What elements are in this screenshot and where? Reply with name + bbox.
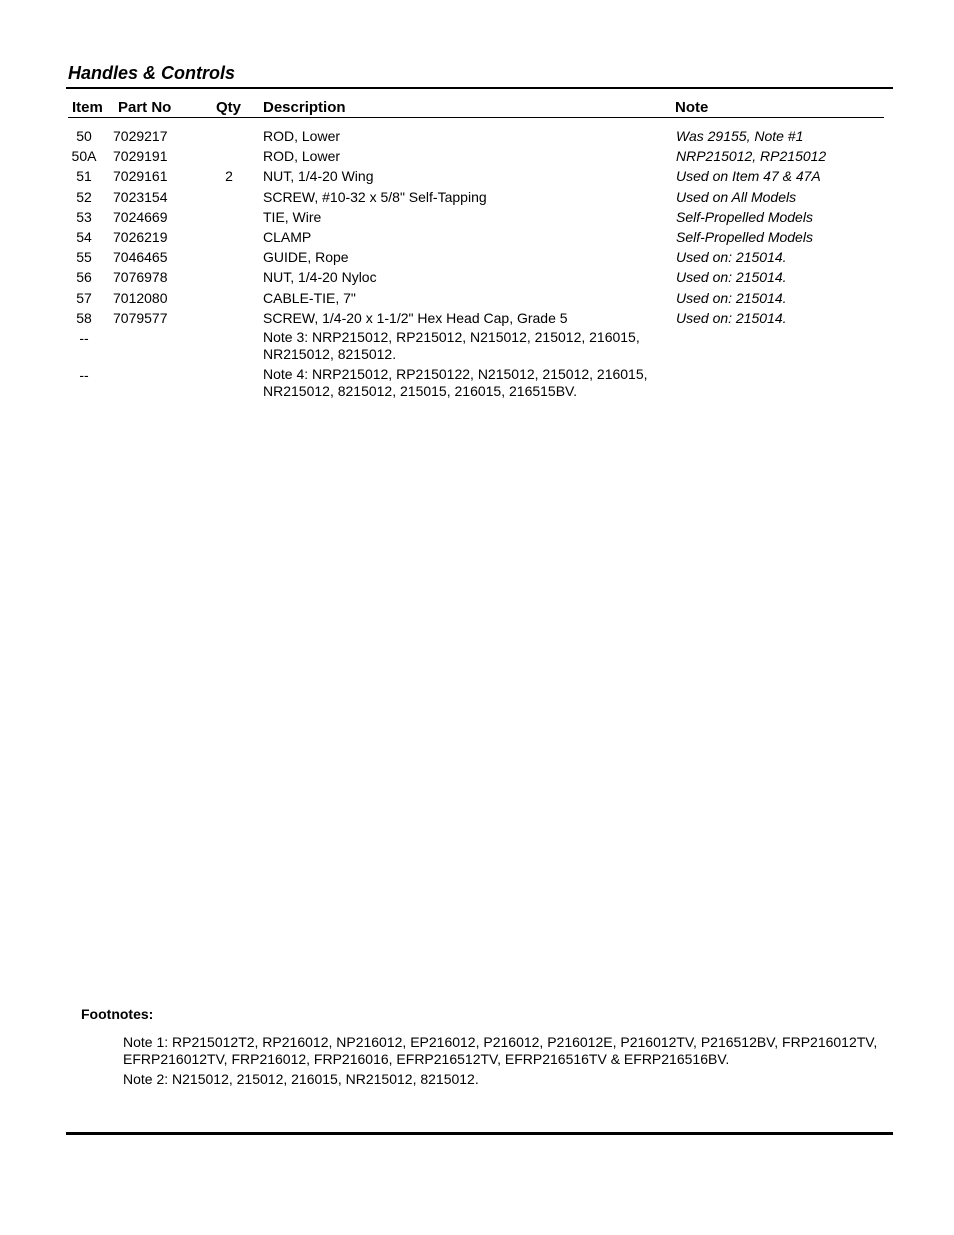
- title-divider: [66, 87, 893, 89]
- table-row: [0, 147, 954, 167]
- part-number: 7029217: [113, 128, 168, 144]
- quantity: 2: [225, 168, 233, 185]
- note: Was 29155, Note #1: [676, 128, 804, 144]
- table-row: [0, 127, 954, 147]
- part-number: 7046465: [113, 249, 168, 266]
- item-number: 51: [76, 168, 92, 185]
- item-number: 53: [76, 208, 92, 225]
- item-number: 54: [76, 228, 92, 245]
- description: NUT, 1/4-20 Wing: [263, 168, 374, 185]
- description: CABLE-TIE, 7": [263, 289, 356, 306]
- table-row: [0, 188, 954, 208]
- description: ROD, Lower: [263, 128, 341, 144]
- description: GUIDE, Rope: [263, 249, 349, 266]
- item-number: 57: [76, 289, 92, 306]
- part-number: 7012080: [113, 289, 168, 306]
- table-row: [0, 289, 954, 309]
- parts-table: [0, 127, 954, 403]
- item-number: 55: [76, 249, 92, 266]
- item-number: --: [79, 366, 89, 383]
- table-header: [0, 99, 954, 117]
- header-description: Description: [263, 99, 346, 116]
- description: SCREW, 1/4-20 x 1-1/2" Hex Head Cap, Grade 5: [263, 309, 568, 326]
- footnotes-title: Footnotes:: [81, 1006, 154, 1022]
- table-row: [0, 208, 954, 228]
- part-number: 7079577: [113, 309, 168, 326]
- description: Note 3: NRP215012, RP215012, N215012, 215012, 216015, NR215012, 8215012.: [263, 328, 640, 362]
- description: ROD, Lower: [263, 148, 341, 165]
- header-divider: [68, 117, 884, 118]
- description: TIE, Wire: [263, 208, 322, 225]
- part-number: 7023154: [113, 188, 168, 205]
- item-number: 52: [76, 188, 92, 205]
- description: SCREW, #10-32 x 5/8" Self-Tapping: [263, 188, 487, 205]
- item-number: 50: [76, 128, 92, 144]
- page-title: Handles & Controls: [68, 63, 236, 83]
- part-number: 7026219: [113, 228, 168, 245]
- note: Used on: 215014.: [676, 249, 787, 266]
- note: NRP215012, RP215012: [676, 148, 827, 165]
- part-number: 7029161: [113, 168, 168, 185]
- table-row: [0, 366, 954, 403]
- description: Note 4: NRP215012, RP2150122, N215012, 215012, 216015, NR215012, 8215012, 215015, 216015, 216515BV.: [263, 365, 648, 399]
- header-item: Item: [72, 99, 103, 116]
- item-number: --: [79, 329, 89, 346]
- description: CLAMP: [263, 228, 312, 245]
- item-number: 56: [76, 269, 92, 286]
- note: Used on Item 47 & 47A: [676, 168, 821, 185]
- table-row: [0, 329, 954, 366]
- table-row: [0, 309, 954, 329]
- footnote-2: Note 2: N215012, 215012, 216015, NR215012, 8215012.: [123, 1071, 479, 1087]
- table-row: [0, 228, 954, 248]
- header-qty: Qty: [216, 99, 242, 116]
- note: Used on: 215014.: [676, 269, 787, 286]
- note: Self-Propelled Models: [676, 208, 813, 225]
- note: Used on: 215014.: [676, 309, 787, 326]
- note: Used on: 215014.: [676, 289, 787, 306]
- item-number: 50A: [71, 148, 97, 165]
- item-number: 58: [76, 309, 92, 326]
- description: NUT, 1/4-20 Nyloc: [263, 269, 377, 286]
- part-number: 7024669: [113, 208, 168, 225]
- bottom-divider: [66, 1132, 893, 1135]
- note: Self-Propelled Models: [676, 228, 813, 245]
- part-number: 7029191: [113, 148, 168, 165]
- part-number: 7076978: [113, 269, 168, 286]
- note: Used on All Models: [676, 188, 797, 205]
- header-part-no: Part No: [118, 99, 172, 116]
- table-row: [0, 268, 954, 288]
- table-row: [0, 248, 954, 268]
- table-row: [0, 167, 954, 187]
- footnote-1: Note 1: RP215012T2, RP216012, NP216012, EP216012, P216012, P216012E, P216012TV, P216512BV, FRP216012TV, EFRP216012TV, FRP216012, FRP216016, EFRP216512TV, EFRP216516TV & EFRP216516BV.: [123, 1034, 878, 1067]
- header-note: Note: [675, 99, 709, 116]
